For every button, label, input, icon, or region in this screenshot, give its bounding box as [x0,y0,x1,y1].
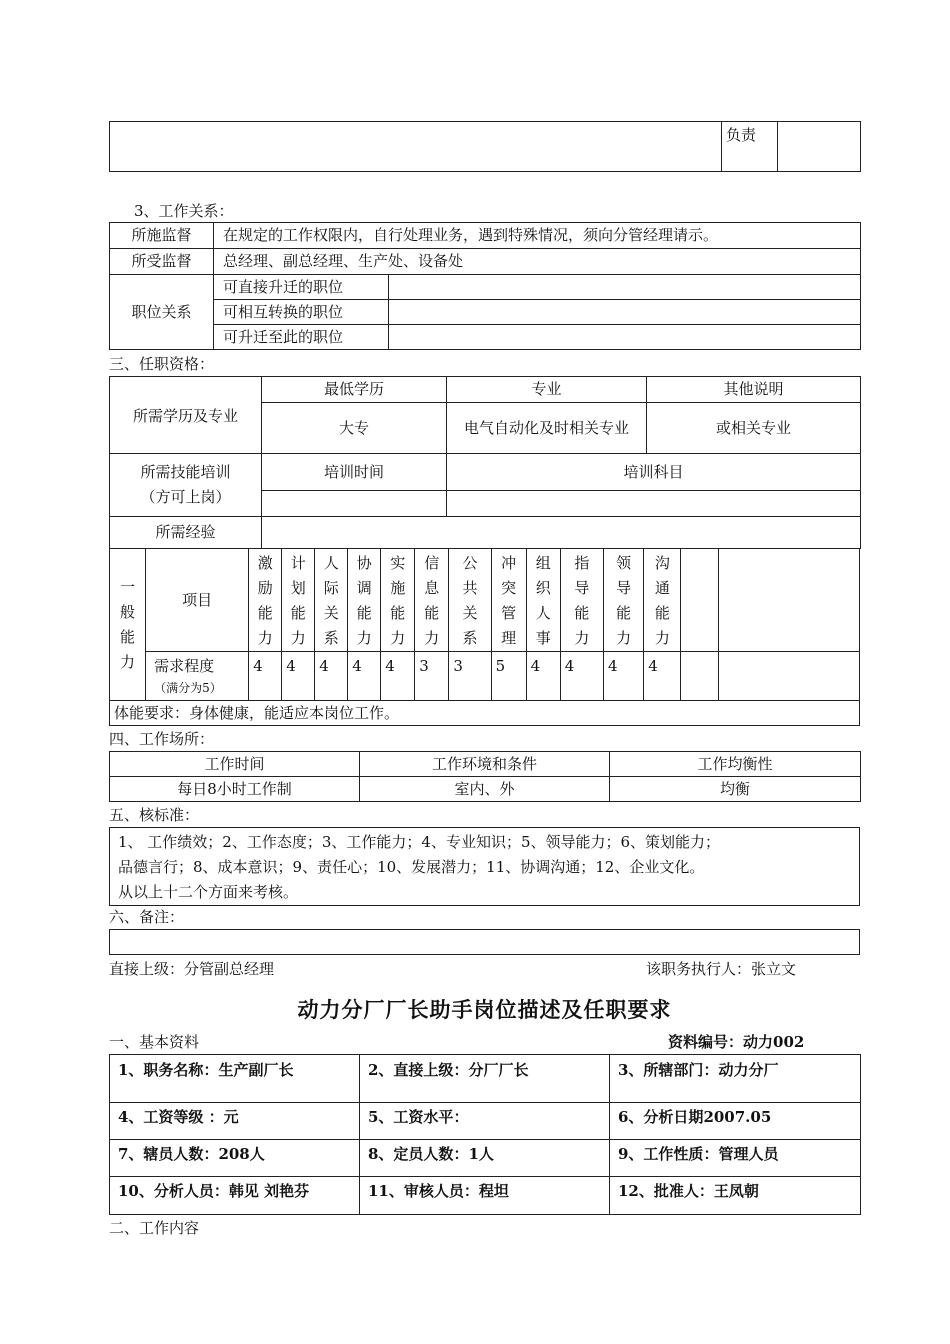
training-time-value [262,491,447,517]
ability-text: 实施能力 [390,554,406,647]
workplace-header: 工作环境和条件 [360,752,610,777]
position-row-value [389,325,861,350]
assessment-line: 1、 工作绩效；2、工作态度；3、工作能力；4、专业知识；5、领导能力；6、策划能力； [118,833,721,851]
position-row-value [389,300,861,325]
level-value: 4 [315,652,348,701]
level-empty [681,652,718,701]
assessment-heading: 五、核标准： [109,806,200,824]
level-value: 3 [449,652,491,701]
ability-name [560,549,603,652]
ability-name [249,549,282,652]
assessment-table [109,827,860,906]
ability-label-text: 一般能力 [120,578,136,671]
top-blank-cell [110,122,722,172]
item-label: 项目 [146,549,249,652]
remarks-table [109,929,860,955]
supervised-text: 总经理、副总经理、生产处、设备处 [214,249,861,275]
ability-name [449,549,491,652]
training-header: 培训时间 [262,454,447,491]
ability-name [315,549,348,652]
ability-empty [681,549,718,652]
workplace-heading: 四、工作场所： [109,730,215,748]
edu-header: 专业 [447,377,647,403]
ability-text: 信息能力 [424,554,440,647]
workplace-value: 室内、外 [360,777,610,802]
ability-text: 人际关系 [323,554,339,647]
workplace-header: 工作时间 [110,752,360,777]
experience-value [262,517,861,549]
basic-info-heading: 一、基本资料 [109,1033,200,1051]
training-header: 培训科目 [447,454,861,491]
ability-text: 组织人事 [535,554,551,647]
workplace-value: 每日8小时工作制 [110,777,360,802]
relations-heading: 3、工作关系： [134,202,234,220]
training-label-line: （方可上岗） [140,488,231,506]
ability-text: 冲突管理 [501,554,517,647]
work-content-heading: 二、工作内容 [109,1219,200,1237]
level-value: 4 [560,652,603,701]
position-row-value [389,275,861,300]
level-value: 4 [381,652,415,701]
physical-requirement: 体能要求：身体健康，能适应本岗位工作。 [110,701,860,726]
basic-info-cell: 12、批准人：王凤朝 [610,1177,861,1215]
top-empty-cell [778,122,861,172]
workplace-header: 工作均衡性 [610,752,861,777]
supervised-label: 所受监督 [110,249,214,275]
ability-text: 指导能力 [574,554,590,647]
ability-name [415,549,449,652]
direct-superior: 直接上级：分管副总经理 [109,960,275,978]
ability-empty [718,549,860,652]
ability-name [644,549,681,652]
ability-text: 沟通能力 [654,554,670,647]
basic-info-cell: 4、工资等级 ：元 [110,1103,360,1140]
ability-text: 公共关系 [462,554,478,647]
basic-info-cell: 11、审核人员：程坦 [360,1177,610,1215]
position-row-label: 可直接升迁的职位 [214,275,389,300]
ability-text: 领导能力 [616,554,632,647]
level-value: 4 [604,652,644,701]
ability-table [109,548,860,726]
level-value: 4 [282,652,315,701]
ability-name [526,549,560,652]
document-number: 资料编号：动力002 [668,1033,805,1051]
position-label: 职位关系 [110,275,214,350]
basic-info-cell: 7、辖员人数：208人 [110,1140,360,1177]
training-label-line: 所需技能培训 [140,463,231,481]
ability-name [282,549,315,652]
level-value: 4 [526,652,560,701]
workplace-table [109,751,861,802]
basic-info-cell: 10、分析人员：韩见 刘艳芬 [110,1177,360,1215]
responsible-label: 负责 [722,122,778,172]
experience-label: 所需经验 [110,517,262,549]
basic-info-cell: 8、定员人数：1人 [360,1140,610,1177]
ability-text: 计划能力 [290,554,306,647]
ability-name [604,549,644,652]
basic-info-table [109,1054,861,1215]
edu-value: 或相关专业 [647,403,861,454]
basic-info-cell: 5、工资水平： [360,1103,610,1140]
level-label-cell [146,652,249,701]
ability-label [110,549,146,701]
assessment-line: 从以上十二个方面来考核。 [118,883,299,901]
job-executor: 该职务执行人：张立文 [646,960,797,978]
level-empty [718,652,860,701]
supervise-label: 所施监督 [110,223,214,249]
basic-info-cell: 2、直接上级：分厂厂长 [360,1055,610,1103]
basic-info-cell: 3、所辖部门：动力分厂 [610,1055,861,1103]
edu-header: 其他说明 [647,377,861,403]
basic-info-cell: 1、职务名称：生产副厂长 [110,1055,360,1103]
training-label [110,454,262,517]
level-value: 4 [348,652,381,701]
level-value: 5 [491,652,526,701]
level-label: 需求程度 [154,657,215,675]
training-subject-value [447,491,861,517]
level-value: 3 [415,652,449,701]
edu-value: 电气自动化及时相关专业 [447,403,647,454]
remarks-content [110,930,860,955]
edu-value: 大专 [262,403,447,454]
ability-name [491,549,526,652]
workplace-value: 均衡 [610,777,861,802]
basic-info-cell: 6、分析日期2007.05 [610,1103,861,1140]
level-value: 4 [644,652,681,701]
ability-name [381,549,415,652]
assessment-line: 品德言行；8、成本意识；9、责任心；10、发展潜力；11、协调沟通；12、企业文化。 [118,858,705,876]
relations-table [109,222,861,350]
level-value: 4 [249,652,282,701]
ability-text: 协调能力 [356,554,372,647]
ability-name [348,549,381,652]
basic-info-cell: 9、工作性质：管理人员 [610,1140,861,1177]
education-table [109,376,861,549]
top-table [109,121,861,172]
position-row-label: 可升迁至此的职位 [214,325,389,350]
position-row-label: 可相互转换的职位 [214,300,389,325]
supervise-text: 在规定的工作权限内，自行处理业务，遇到特殊情况，须向分管经理请示。 [214,223,861,249]
section-title: 动力分厂厂长助手岗位描述及任职要求 [297,997,672,1022]
level-note: （满分为5） [154,681,222,695]
remarks-heading: 六、备注： [109,908,185,926]
education-label: 所需学历及专业 [110,377,262,454]
ability-text: 激励能力 [257,554,273,647]
assessment-content [110,828,860,906]
qualifications-heading: 三、任职资格： [109,355,215,373]
edu-header: 最低学历 [262,377,447,403]
